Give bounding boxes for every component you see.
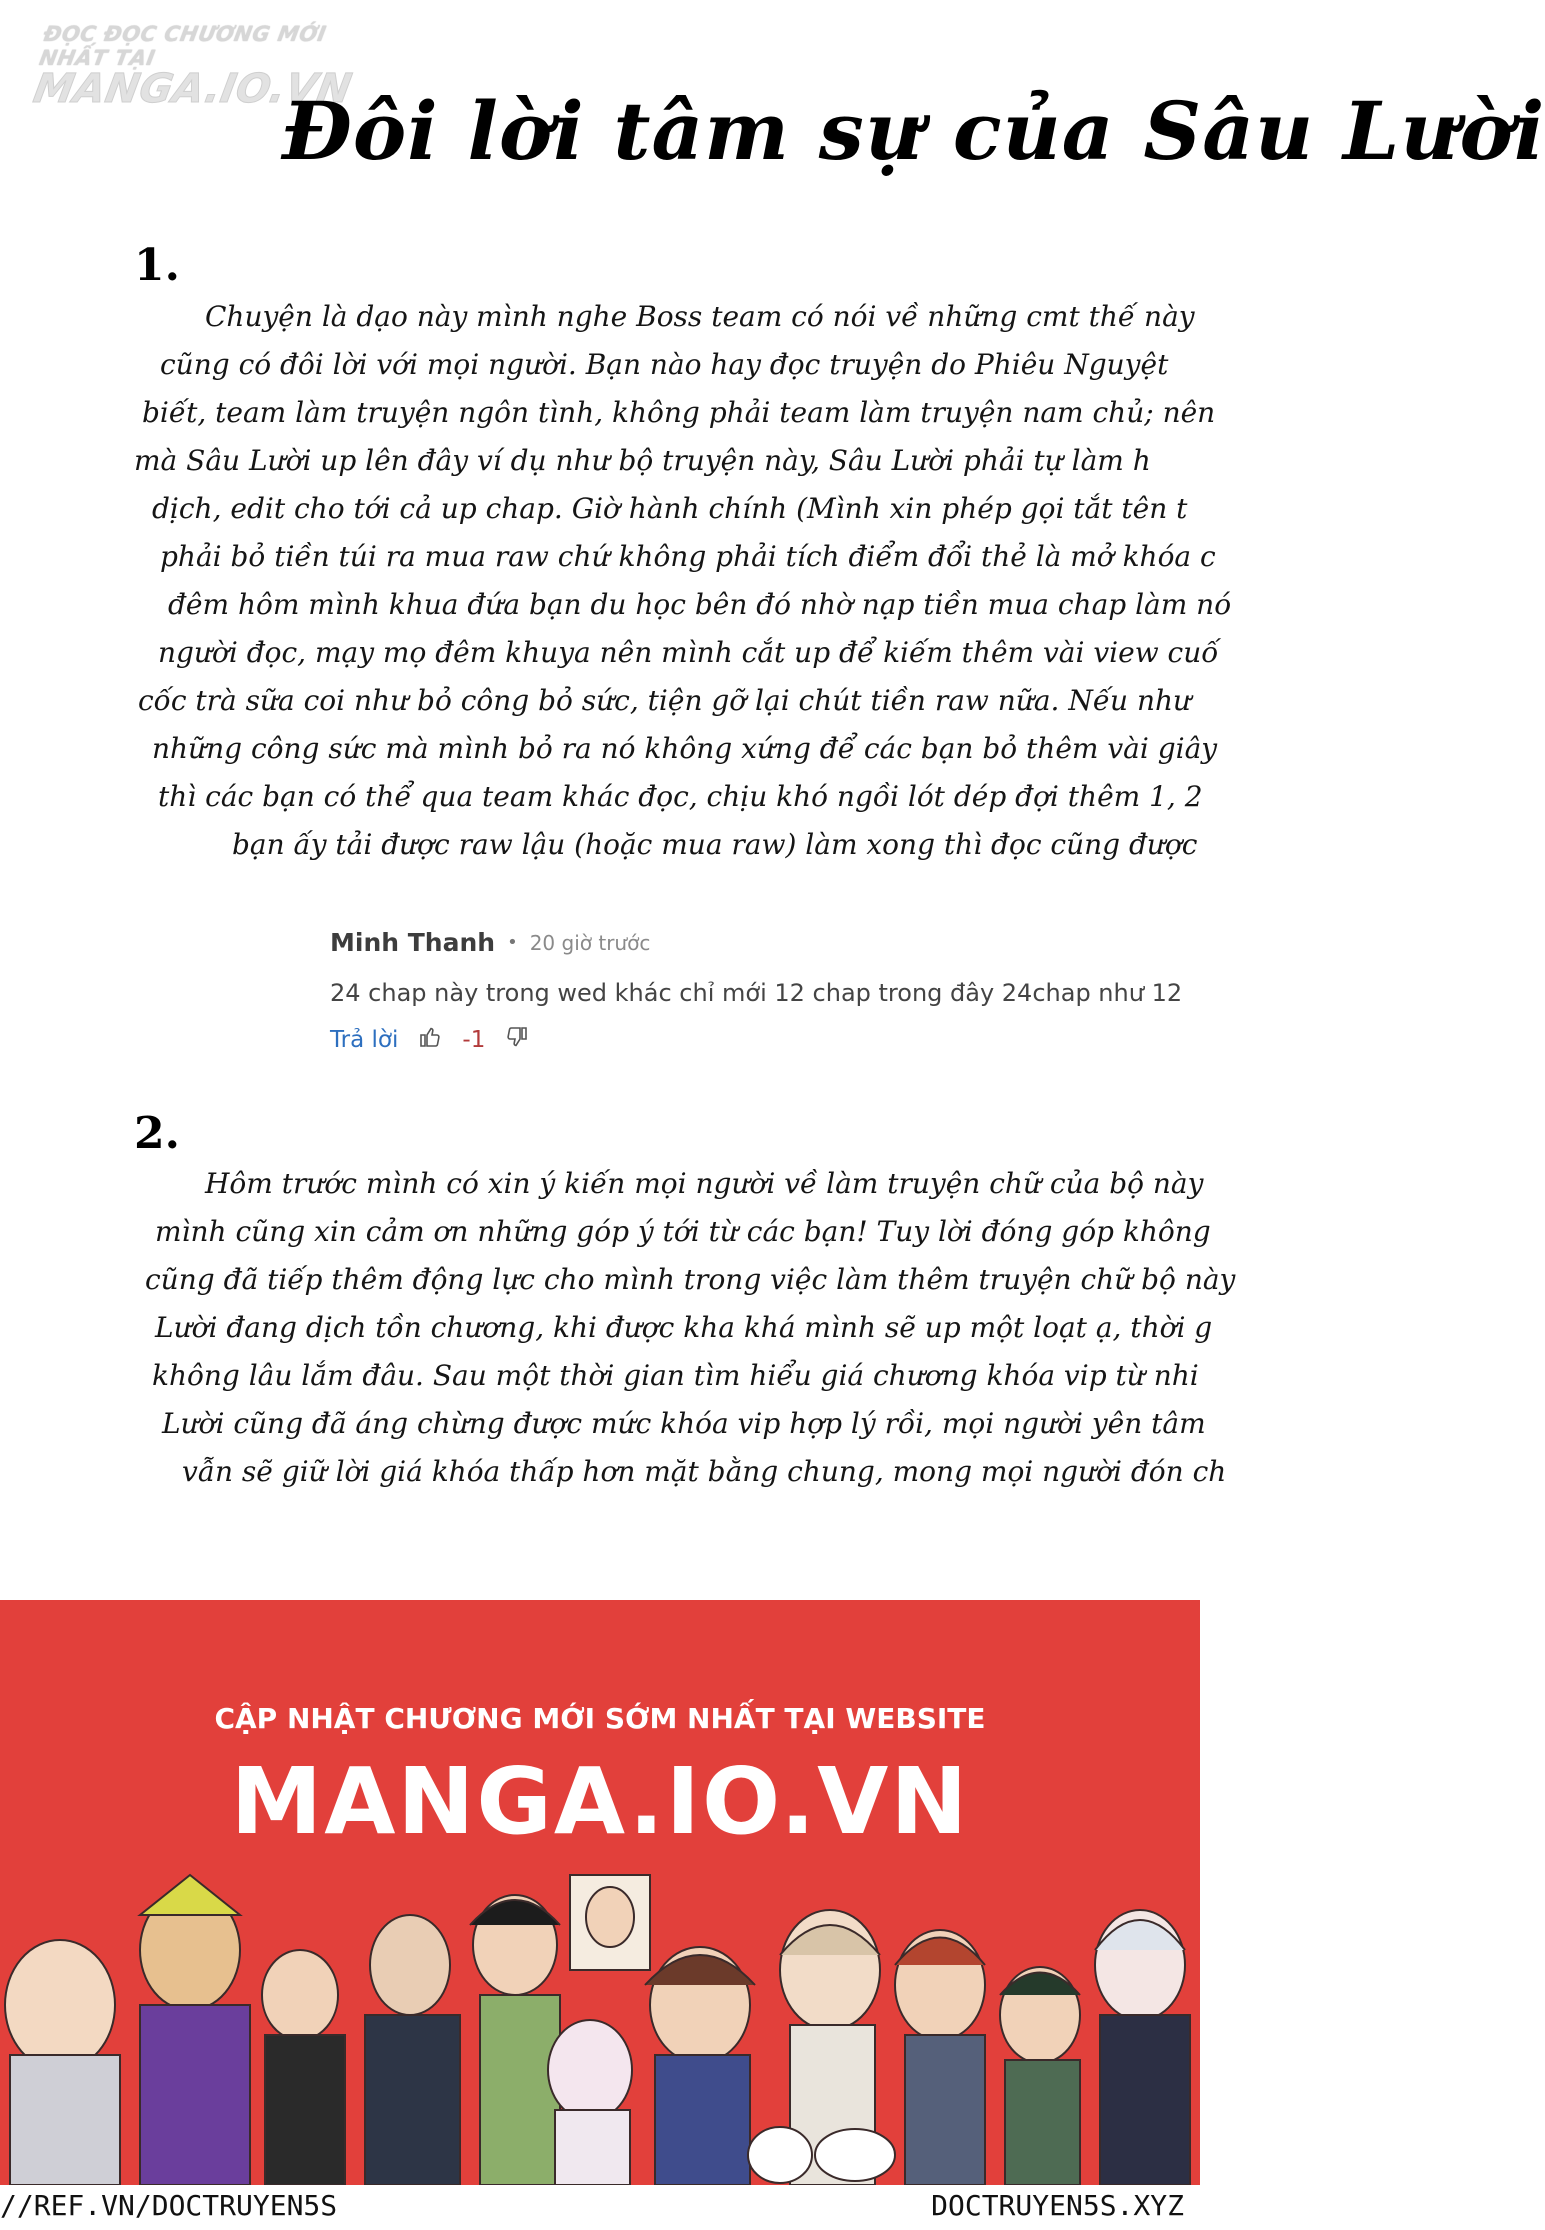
s2-line: không lâu lắm đâu. Sau một thời gian tìm hiểu giá chương khóa vip từ nhi [152,1359,1199,1392]
footer-left-url: //REF.VN/DOCTRUYEN5S [0,2189,338,2222]
comment-time: 20 giờ trước [529,930,651,955]
s1-line: Chuyện là dạo này mình nghe Boss team có nói về những cmt thế này [205,300,1195,333]
comment-dot: • [507,932,518,953]
character-lineup-illustration [0,1855,1200,2185]
section1-paragraph [0,293,1232,869]
s1-line: mà Sâu Lười up lên đây ví dụ như bộ truyện này, Sâu Lười phải tự làm h [134,444,1151,477]
section2-paragraph [0,1160,1236,1496]
comment-text: 24 chap này trong wed khác chỉ mới 12 chap trong đây 24chap như 12 [330,979,1183,1007]
promo-banner [0,1600,1200,2185]
footer-right-url: DOCTRUYEN5S.XYZ [931,2189,1184,2222]
s1-line: bạn ấy tải được raw lậu (hoặc mua raw) làm xong thì đọc cũng được [232,828,1198,861]
page-title: Đôi lời tâm sự của Sâu Lười [282,84,1545,178]
s1-line: dịch, edit cho tới cả up chap. Giờ hành chính (Mình xin phép gọi tắt tên t [152,492,1188,525]
vote-count: -1 [462,1027,486,1053]
s2-line: Lười cũng đã áng chừng được mức khóa vip hợp lý rồi, mọi người yên tâm [162,1407,1206,1440]
s2-line: vẫn sẽ giữ lời giá khóa thấp hơn mặt bằng chung, mong mọi người đón ch [182,1455,1227,1488]
banner-site: MANGA.IO.VN [230,1748,970,1855]
thumb-down-icon [505,1025,529,1055]
watermark-line2: MANGA.IO.VN [30,66,356,112]
s1-line: cốc trà sữa coi như bỏ công bỏ sức, tiện gỡ lại chút tiền raw nữa. Nếu như [138,684,1192,717]
reply-link: Trả lời [330,1027,399,1053]
s1-line: biết, team làm truyện ngôn tình, không phải team làm truyện nam chủ; nên [142,396,1216,429]
comment-screenshot [330,928,1182,1055]
s2-line: Hôm trước mình có xin ý kiến mọi người về làm truyện chữ của bộ này [205,1167,1204,1200]
s2-line: Lười đang dịch tồn chương, khi được kha khá mình sẽ up một loạt ạ, thời g [155,1311,1213,1344]
s2-line: mình cũng xin cảm ơn những góp ý tới từ các bạn! Tuy lời đóng góp không [155,1215,1211,1248]
section2-number: 2. [134,1108,180,1159]
section1-number: 1. [134,240,180,291]
watermark-line1: ĐỌC ĐỌC CHƯƠNG MỚI NHẤT TẠI [37,22,329,70]
s1-line: phải bỏ tiền túi ra mua raw chứ không phải tích điểm đổi thẻ là mở khóa c [160,540,1216,573]
s1-line: những công sức mà mình bỏ ra nó không xứng để các bạn bỏ thêm vài giây [152,732,1218,765]
s2-line: cũng đã tiếp thêm động lực cho mình trong việc làm thêm truyện chữ bộ này [145,1263,1236,1296]
s1-line: cũng có đôi lời với mọi người. Bạn nào hay đọc truyện do Phiêu Nguyệt [160,348,1169,381]
s1-line: người đọc, mạy mọ đêm khuya nên mình cắt up để kiếm thêm vài view cuố [158,636,1219,669]
thumb-up-icon [418,1025,442,1055]
banner-subtitle: CẬP NHẬT CHƯƠNG MỚI SỚM NHẤT TẠI WEBSITE [214,1702,986,1735]
s1-line: đêm hôm mình khua đứa bạn du học bên đó nhờ nạp tiền mua chap làm nó [168,588,1232,621]
footer-bar [0,2185,1200,2230]
comment-author: Minh Thanh [330,928,496,957]
s1-line: thì các bạn có thể qua team khác đọc, chịu khó ngồi lót dép đợi thêm 1, 2 [158,780,1203,813]
